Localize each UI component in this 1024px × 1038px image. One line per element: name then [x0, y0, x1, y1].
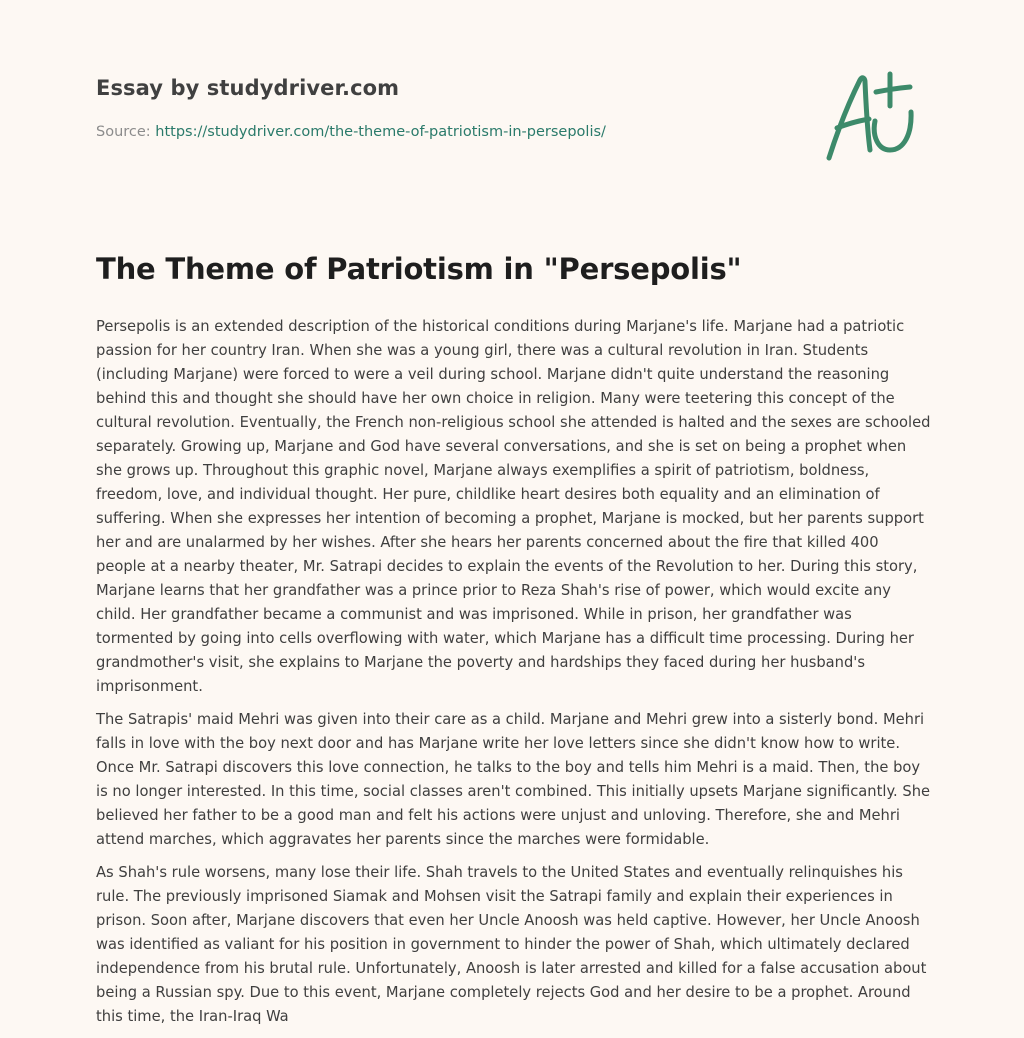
- essay-paragraph: Persepolis is an extended description of the historical conditions during Marjane's life. Marjane had a patriotic passion for her country Iran. When she was a young girl, there was a cultural revolution in Iran. Students (including Marjane) were forced to were a veil during school. Marjane didn't quite understand the reasoning behind this and thought she should have her own choice in religion. Many were teetering this concept of the cultural revolution. Eventually, the French non-religious school she attended is halted and the sexes are schooled separately. Growing up, Marjane and God have several conversations, and she is set on being a prophet when she grows up. Throughout this graphic novel, Marjane always exemplifies a spirit of patriotism, boldness, freedom, love, and individual thought. Her pure, childlike heart desires both equality and an elimination of suffering. When she expresses her intention of becoming a prophet, Marjane is mocked, but her parents support her and are unalarmed by her wishes. After she hears her parents concerned about the fire that killed 400 people at a nearby theater, Mr. Satrapi decides to explain the events of the Revolution to her. During this story, Marjane learns that her grandfather was a prince prior to Reza Shah's rise of power, which would excite any child. Her grandfather became a communist and was imprisoned. While in prison, her grandfather was tormented by going into cells overflowing with water, which Marjane has a difficult time processing. During her grandmother's visit, she explains to Marjane the poverty and hardships they faced during her husband's imprisonment.: [96, 318, 931, 695]
- essay-paragraph: As Shah's rule worsens, many lose their life. Shah travels to the United States and eventually relinquishes his rule. The previously imprisoned Siamak and Mohsen visit the Satrapi family and explain their experiences in prison. Soon after, Marjane discovers that even her Uncle Anoosh was held captive. However, her Uncle Anoosh was identified as valiant for his position in government to hinder the power of Shah, which ultimately declared independence from his brutal rule. Unfortunately, Anoosh is later arrested and killed for a false accusation about being a Russian spy. Due to this event, Marjane completely rejects God and her desire to be a prophet. Around this time, the Iran-Iraq Wa: [96, 864, 927, 1025]
- source-line: [96, 124, 606, 140]
- source-label: Source:: [96, 124, 151, 140]
- a-plus-icon: [820, 66, 930, 166]
- source-link[interactable]: https://studydriver.com/the-theme-of-patriotism-in-persepolis/: [155, 124, 606, 140]
- essay-title: The Theme of Patriotism in "Persepolis": [96, 252, 742, 286]
- site-header-title: Essay by studydriver.com: [96, 76, 400, 100]
- essay-body: [96, 315, 932, 1038]
- essay-paragraph: The Satrapis' maid Mehri was given into their care as a child. Marjane and Mehri grew into a sisterly bond. Mehri falls in love with the boy next door and has Marjane write her love letters since she didn't know how to write. Once Mr. Satrapi discovers this love connection, he talks to the boy and tells him Mehri is a maid. Then, the boy is no longer interested. In this time, social classes aren't combined. This initially upsets Marjane significantly. She believed her father to be a good man and felt his actions were unjust and unloving. Therefore, she and Mehri attend marches, which aggravates her parents since the marches were formidable.: [96, 711, 931, 848]
